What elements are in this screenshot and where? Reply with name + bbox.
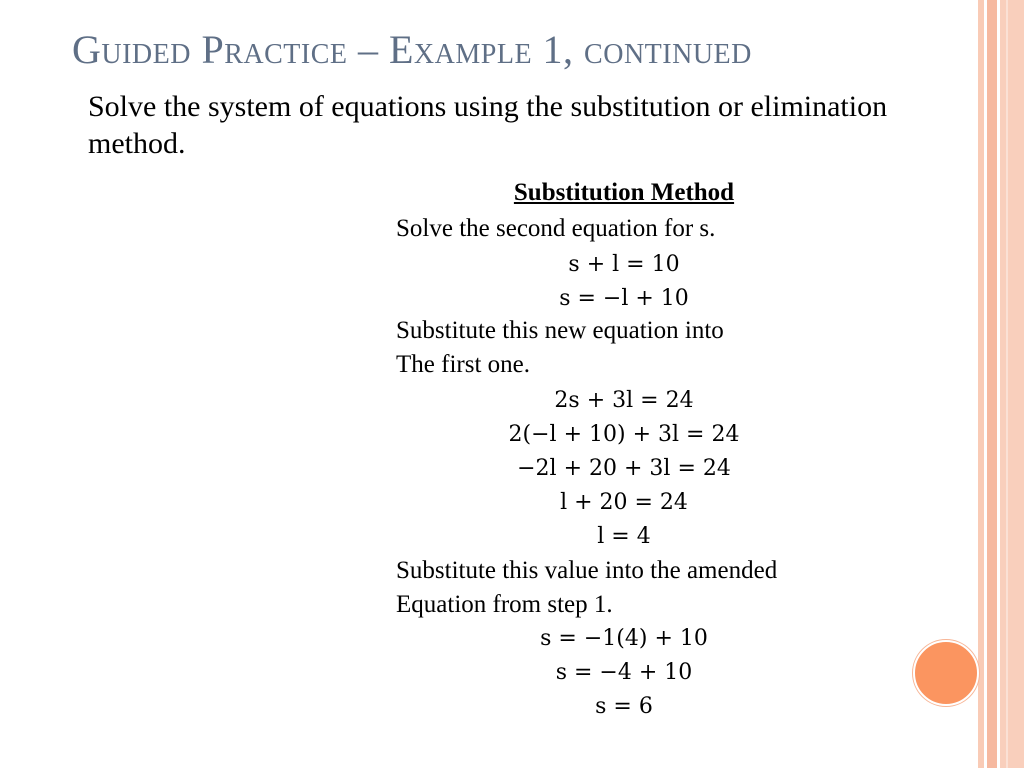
equation: l + 20 = 24 (560, 490, 688, 515)
method-heading: Substitution Method (513, 179, 735, 206)
equation: l = 4 (597, 524, 651, 549)
step2-text-line1: Substitute this new equation into (396, 317, 724, 344)
slide-intro: Solve the system of equations using the substitution or elimination method. (88, 90, 888, 160)
step3-text-line1: Substitute this value into the amended (396, 557, 778, 584)
equation: s = −4 + 10 (555, 660, 693, 685)
equation: s = 6 (595, 694, 653, 719)
step3-text-line2: Equation from step 1. (396, 591, 613, 618)
equation: s = −1(4) + 10 (540, 626, 708, 651)
equation: 2s + 3l = 24 (554, 388, 694, 413)
equation: −2l + 20 + 3l = 24 (517, 456, 731, 481)
equation: s = −l + 10 (559, 286, 689, 311)
decor-stripe (1006, 0, 1008, 768)
decor-stripe (1000, 0, 1024, 768)
slide-title: Guided Practice – Example 1, continued (72, 27, 752, 72)
equation: s + l = 10 (568, 252, 680, 277)
decor-circle (913, 640, 979, 706)
step1-text: Solve the second equation for s. (396, 215, 716, 242)
equation: 2(−l + 10) + 3l = 24 (508, 422, 740, 447)
decor-stripe (987, 0, 997, 768)
step2-text-line2: The first one. (396, 351, 530, 378)
